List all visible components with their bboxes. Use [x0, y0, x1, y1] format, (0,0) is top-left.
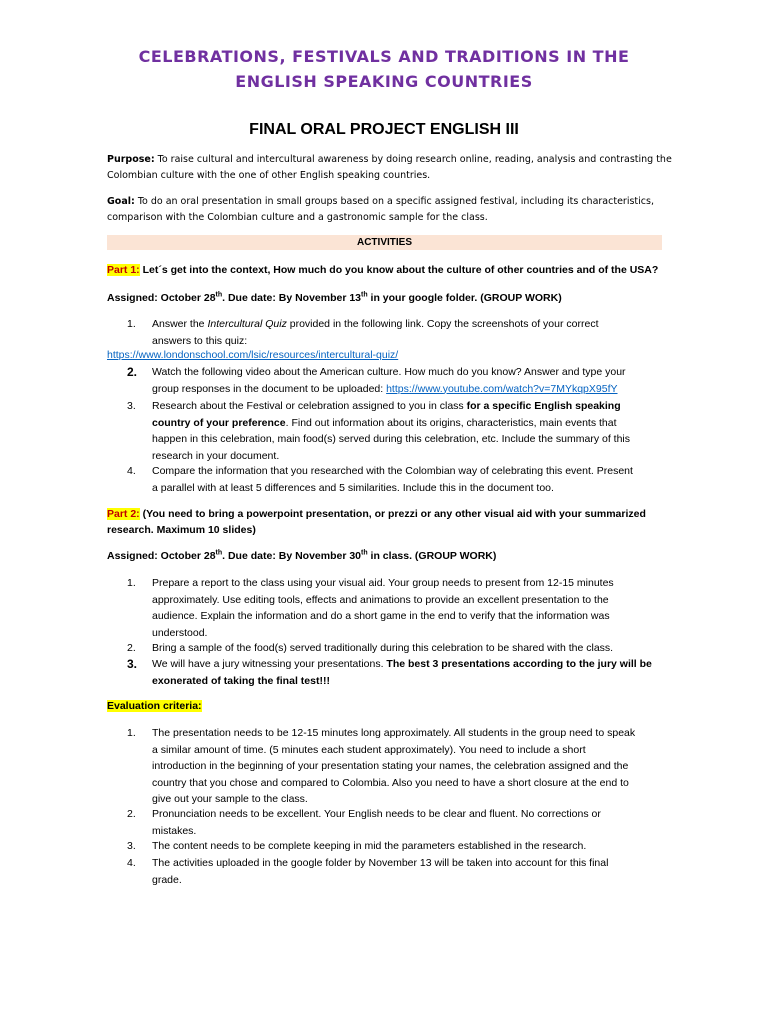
part2-assigned: [107, 548, 496, 564]
list-number: 2.: [127, 365, 138, 379]
list-number: 2.: [127, 808, 136, 820]
part2-text-2: research. Maximum 10 slides): [107, 524, 256, 536]
list-number: 1.: [127, 727, 136, 739]
list-item: [127, 725, 667, 808]
part2-assigned-c: in class. (GROUP WORK): [367, 550, 497, 562]
part2-label: Part 2:: [107, 508, 140, 520]
document-subtitle: FINAL ORAL PROJECT ENGLISH III: [249, 121, 519, 138]
item-bold-text: for a specific English speaking: [466, 400, 621, 412]
part1-assigned: [107, 290, 562, 306]
list-item: [127, 838, 667, 855]
part1-assigned-sup-b: th: [361, 291, 368, 299]
youtube-video-link[interactable]: https://www.youtube.com/watch?v=7MYkqpX95fY: [386, 382, 618, 395]
item-text: Prepare a report to the class using your visual aid. Your group needs to present from 12-15 minutes: [152, 577, 614, 589]
list-item: [127, 855, 667, 888]
part1-assigned-a: Assigned: October 28: [107, 292, 216, 304]
item-text: mistakes.: [152, 824, 197, 837]
evaluation-heading: [107, 698, 202, 714]
item-text: grade.: [152, 873, 182, 886]
list-number: 4.: [127, 465, 136, 477]
list-item: [127, 575, 667, 641]
list-item: [127, 316, 667, 349]
item-text: understood.: [152, 626, 208, 639]
title-line-2: ENGLISH SPEAKING COUNTRIES: [235, 72, 533, 91]
list-number: 1.: [127, 318, 136, 330]
item-text: Pronunciation needs to be excellent. Your English needs to be clear and fluent. No corrections or: [152, 808, 601, 820]
item-bold-text: country of your preference: [152, 416, 286, 429]
quiz-link-line: [107, 347, 398, 363]
title-line-1: CELEBRATIONS, FESTIVALS AND TRADITIONS IN THE: [138, 47, 630, 66]
goal-text-2: comparison with the Colombian culture and a gastronomic sample for the class.: [107, 212, 488, 223]
list-number: 3.: [127, 400, 136, 412]
purpose-text-2: Colombian culture with the one of other English speaking countries.: [107, 170, 431, 181]
part2-assigned-b: . Due date: By November 30: [222, 550, 362, 562]
item-text: provided in the following link. Copy the screenshots of your correct: [286, 318, 599, 330]
part1-heading: [107, 262, 658, 278]
goal-paragraph: [107, 194, 667, 226]
intercultural-quiz-link[interactable]: https://www.londonschool.com/lsic/resources/intercultural-quiz/: [107, 349, 399, 361]
list-item: [127, 364, 667, 397]
document-title: [60, 44, 708, 94]
list-number: 1.: [127, 577, 136, 589]
item-text: Answer the: [152, 318, 208, 330]
list-item: [127, 463, 667, 496]
intercultural-quiz-name: Intercultural Quiz: [207, 318, 287, 330]
item-text: group responses in the document to be uploaded:: [152, 382, 387, 395]
item-text: answers to this quiz:: [152, 334, 248, 347]
item-bold-text: The best 3 presentations according to the jury will be: [386, 658, 652, 670]
list-item: [127, 640, 667, 657]
item-text: research in your document.: [152, 449, 280, 462]
item-text: The content needs to be complete keeping in mid the parameters established in the research.: [152, 840, 587, 852]
item-text: The activities uploaded in the google folder by November 13 will be taken into account for this final: [152, 857, 609, 869]
part2-text-1: (You need to bring a powerpoint presentation, or prezzi or any other visual aid with your summarized: [139, 508, 646, 520]
item-text: happen in this celebration, main food(s) served during this celebration, etc. Include the summary of this: [152, 433, 631, 445]
item-text: Watch the following video about the American culture. How much do you know? Answer and type your: [152, 366, 626, 378]
item-text: We will have a jury witnessing your presentations.: [152, 658, 387, 670]
purpose-label: Purpose:: [107, 154, 155, 165]
goal-label: Goal:: [107, 196, 135, 207]
part2-heading-2: [107, 522, 256, 538]
list-item: [127, 398, 667, 464]
goal-text-1: To do an oral presentation in small groups based on a specific assigned festival, including its characteristics,: [134, 196, 654, 207]
item-text: . Find out information about its origins, characteristics, main events that: [285, 416, 617, 429]
item-bold-text: exonerated of taking the final test!!!: [152, 674, 330, 687]
part2-assigned-sup-a: th: [215, 549, 223, 557]
list-number: 3.: [127, 657, 138, 671]
evaluation-label: Evaluation criteria:: [107, 700, 202, 712]
purpose-paragraph: [107, 152, 672, 184]
part1-text: Let´s get into the context, How much do you know about the culture of other countries and of the USA?: [139, 264, 659, 276]
part2-heading: [107, 506, 646, 522]
item-text: give out your sample to the class.: [152, 793, 308, 805]
item-text: a parallel with at least 5 differences and 5 similarities. Include this in the document too.: [152, 481, 554, 494]
item-text: a similar amount of time. (5 minutes each student approximately). You need to include a short: [152, 743, 586, 756]
item-text: Compare the information that you researched with the Colombian way of celebrating this event. Present: [152, 465, 633, 477]
activities-heading: ACTIVITIES: [107, 235, 662, 250]
part1-assigned-b: . Due date: By November 13: [222, 292, 362, 304]
item-text: approximately. Use editing tools, effects and animations to provide an excellent presentation to the: [152, 593, 609, 606]
item-text: Bring a sample of the food(s) served traditionally during this celebration to be shared with the class.: [152, 642, 614, 654]
part2-assigned-sup-b: th: [361, 549, 368, 557]
item-text: country that you chose and compared to Colombia. Also you need to have a short closure at the end to: [152, 776, 629, 789]
list-item: [127, 806, 667, 839]
list-number: 2.: [127, 642, 136, 654]
part1-assigned-sup-a: th: [215, 291, 223, 299]
part2-assigned-a: Assigned: October 28: [107, 550, 216, 562]
purpose-text-1: To raise cultural and intercultural awareness by doing research online, reading, analysis and contrasting the: [154, 154, 672, 165]
part1-label: Part 1:: [107, 264, 140, 276]
part1-assigned-c: in your google folder. (GROUP WORK): [367, 292, 562, 304]
list-number: 4.: [127, 857, 136, 869]
item-text: introduction in the beginning of your presentation stating your names, the celebration assigned and the: [152, 760, 629, 772]
item-text: The presentation needs to be 12-15 minutes long approximately. All students in the group need to speak: [152, 727, 636, 739]
list-item: [127, 656, 667, 689]
item-text: audience. Explain the information and do a short game in the end to verify that the information was: [152, 610, 610, 622]
list-number: 3.: [127, 840, 136, 852]
item-text: Research about the Festival or celebration assigned to you in class: [152, 400, 467, 412]
